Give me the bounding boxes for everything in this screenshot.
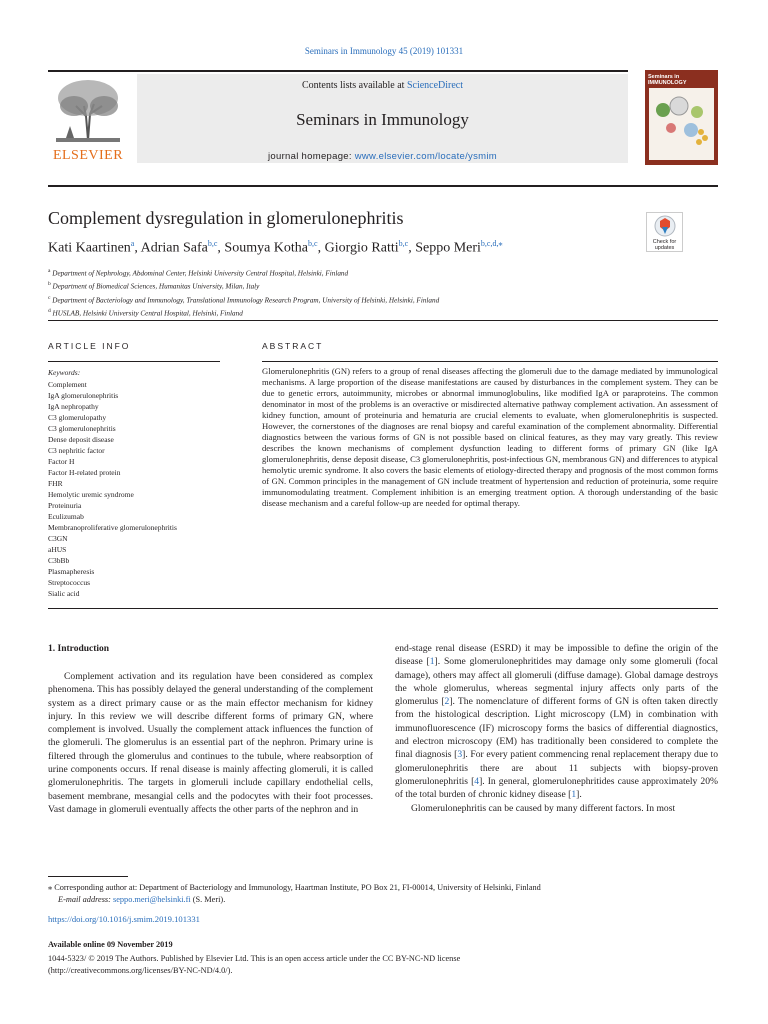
- keyword-item: Eculizumab: [48, 512, 84, 521]
- email-line: E-mail address: seppo.meri@helsinki.fi (S. Meri).: [58, 894, 226, 904]
- abstract-text: Glomerulonephritis (GN) refers to a group of renal diseases affecting the glomeruli due to the damage mediated by immunological mechanisms. A large proportion of the disease manifestations are caused by disturbances in the complement system. They can be due to genetic errors, autoimmunity, microbes or abnormal immunoglobulins, like modified IgA or paraproteins. The common denominator in most of the problems is an overactive or misdirected alternative pathway complement activation. An assessment of kidney function, amount of proteinuria and hematuria are crucial elements to evaluate, when glomerulonephritis is suspected. However, the cornerstones of the diagnoses are renal biopsy and careful examination of the complement abnormality. Differential diagnostics between the various forms of GN is not possible based on clinical features, as they may vary greatly. This review describes the known mechanisms of complement dysfunction leading to different forms of primary GN (like IgA glomerulonephritis, dense deposit disease, C3 glomerulonephritis, post-infectious GN, membranous GN) and differences to atypical hemolytic uremic syndrome. It also covers the basic elements of etiology-directed therapy and prognosis of the most common forms of GN. Common principles in the management of GN include treatment of hypertension and reduction of proteinuria, some require immunomodulating treatment. Complement inhibition is an emerging treatment option. A thorough understanding of the basic disease mechanism and a careful follow-up are needed for optimal therapy.: [262, 366, 718, 508]
- intro-paragraph-2: Glomerulonephritis can be caused by many different factors. In most: [411, 802, 676, 814]
- author-affiliation-marker[interactable]: b,c: [398, 239, 409, 248]
- author-name[interactable]: Soumya Kotha: [224, 240, 309, 256]
- abstract-heading: ABSTRACT: [262, 341, 324, 351]
- citation-link[interactable]: 3: [457, 749, 463, 761]
- affiliation-marker: c: [48, 294, 51, 301]
- intro-paragraph-1-cont: end-stage renal disease (ESRD) it may be impossible to define the origin of the disease [1]. Some glomerulonephritides may damage only some glomeruli (focal damage), others may affect all glomeruli (diffuse damage). Global damage destroys the whole glomerulus, whereas segmental injury affects only parts of the glomerulus [2]. The nomenclature of different forms of GN is often taken directly from the histological description. Light microscopy (LM) in combination with immunofluorescence (IF) microscopy forms the basics of differential diagnostics, and electron microscopy (EM) has traditionally been considered to complete the final diagnosis [3]. For every patient commencing renal replacement therapy due to glomerulonephritis there are about 11 subjects with biopsy-proven glomerulonephritis [4]. In general, glomerulonephritides cause approximately 20% of the total burden of chronic kidney disease [1].: [395, 643, 718, 801]
- cover-illustration: [649, 88, 714, 160]
- article-info-rule: [48, 361, 220, 362]
- body-column-left: [48, 670, 373, 816]
- affiliation-text: Department of Bacteriology and Immunology, Translational Immunology Research Program, University of Helsinki, Helsinki, Finland: [52, 296, 440, 305]
- keyword-item: IgA nephropathy: [48, 402, 99, 411]
- crossmark-label: Check for updates: [652, 239, 677, 251]
- author-separator: ,: [317, 240, 325, 256]
- keyword-item: C3 glomerulonephritis: [48, 424, 116, 433]
- elsevier-wordmark: ELSEVIER: [52, 148, 124, 163]
- email-link[interactable]: seppo.meri@helsinki.fi: [113, 894, 191, 904]
- keyword-item: aHUS: [48, 545, 67, 554]
- section-divider: [48, 320, 718, 321]
- journal-reference-link[interactable]: Seminars in Immunology 45 (2019) 101331: [304, 46, 464, 56]
- sciencedirect-link[interactable]: ScienceDirect: [406, 80, 464, 91]
- footnote-rule: [48, 876, 128, 877]
- affiliation-item: [48, 266, 439, 279]
- keyword-item: C3 glomerulopathy: [48, 413, 107, 422]
- abstract-rule: [262, 361, 718, 362]
- intro-paragraph-1: Complement activation and its regulation have been considered as complex phenomena. This has possibly delayed the general understanding of the complement system as a direct primary cause or as the main effector mechanism for kidney injury. In this review we will describe different forms of primary GN, where complement is involved. Usually the complement attack influences the function of the glomeruli. The glomerulus is an essential part of the nephron. Primary urine is filtered through the glomerulus and continues to the tubule, where reabsorption of urine components occurs. If renal disease is mainly affecting glomeruli, it is called glomerulonephritis. The targets in glomeruli include capillary endothelial cells, basement membrane, mesangial cells and the podocytes with their foot processes. Vast damage in glomeruli eventually affects the other parts of the nephron and in: [48, 671, 373, 815]
- header-bottom-rule: [48, 185, 718, 187]
- author-affiliation-marker[interactable]: b,c: [207, 239, 218, 248]
- keyword-item: IgA glomerulonephritis: [48, 391, 119, 400]
- affiliation-text: Department of Nephrology, Abdominal Center, Helsinki University Central Hospital, Helsinki, Finland: [52, 269, 349, 278]
- author-affiliation-marker[interactable]: b,c: [308, 239, 318, 248]
- keyword-item: Complement: [48, 380, 87, 389]
- keyword-item: Plasmapheresis: [48, 567, 95, 576]
- journal-homepage-line: journal homepage: www.elsevier.com/locate/ysmim: [268, 151, 497, 162]
- contents-line: Contents lists available at ScienceDirect: [301, 80, 464, 91]
- author-name[interactable]: Giorgio Ratti: [324, 240, 399, 256]
- author-list: [48, 239, 502, 257]
- article-info-heading: ARTICLE INFO: [48, 341, 131, 351]
- available-online: Available online 09 November 2019: [48, 940, 173, 949]
- affiliation-marker: d: [48, 308, 51, 315]
- keyword-item: Streptococcus: [48, 578, 91, 587]
- citation-link[interactable]: 4: [474, 775, 480, 787]
- keyword-item: Factor H-related protein: [48, 468, 121, 477]
- keyword-item: Factor H: [48, 457, 75, 466]
- affiliation-text: HUSLAB, Helsinki University Central Hospital, Helsinki, Finland: [52, 309, 243, 318]
- affiliations: [48, 266, 439, 320]
- author-name[interactable]: Kati Kaartinen: [48, 240, 131, 256]
- author-affiliation-marker[interactable]: b,c,d,⁎: [480, 239, 503, 248]
- corresponding-author-note: [48, 882, 541, 905]
- author-separator: ,: [217, 240, 225, 256]
- body-column-right: [395, 642, 718, 815]
- cover-title: Seminars in IMMUNOLOGY: [648, 74, 687, 86]
- corresponding-author-text: ⁎ Corresponding author at: Department of Bacteriology and Immunology, Haartman Institute, PO Box 21, FI-00014, University of Helsinki, Finland: [48, 883, 541, 892]
- affiliation-item: [48, 306, 439, 319]
- header-rule: [48, 70, 628, 72]
- author-name[interactable]: Adrian Safa: [140, 240, 208, 256]
- citation-link[interactable]: 2: [444, 696, 450, 708]
- introduction-heading: 1. Introduction: [48, 644, 110, 654]
- keyword-item: C3GN: [48, 534, 68, 543]
- affiliation-marker: a: [48, 268, 51, 274]
- keyword-item: FHR: [48, 479, 63, 488]
- crossmark-icon: [654, 215, 676, 237]
- section-divider-2: [48, 608, 718, 609]
- keyword-item: Proteinuria: [48, 501, 82, 510]
- author-name[interactable]: Seppo Meri: [415, 240, 481, 256]
- affiliation-item: [48, 279, 439, 292]
- keyword-item: C3 nephritic factor: [48, 446, 105, 455]
- article-title: Complement dysregulation in glomerulonephritis: [48, 208, 404, 228]
- cover-graphic-icon: [649, 88, 714, 160]
- keyword-item: Dense deposit disease: [48, 435, 114, 444]
- journal-title: Seminars in Immunology: [296, 110, 469, 129]
- affiliation-marker: b: [48, 281, 51, 288]
- doi-link[interactable]: https://doi.org/10.1016/j.smim.2019.101331: [48, 914, 200, 924]
- author-affiliation-marker[interactable]: a: [130, 239, 135, 248]
- keywords-list: [48, 379, 177, 599]
- crossmark-badge[interactable]: [646, 212, 683, 252]
- homepage-link[interactable]: www.elsevier.com/locate/ysmim: [354, 151, 497, 162]
- citation-link[interactable]: 1: [571, 789, 577, 801]
- keywords-label: Keywords:: [48, 368, 81, 377]
- keyword-item: Hemolytic uremic syndrome: [48, 490, 134, 499]
- license-link[interactable]: (http://creativecommons.org/licenses/BY-NC-ND/4.0/).: [48, 965, 233, 975]
- citation-link[interactable]: 1: [429, 656, 435, 668]
- keyword-item: C3bBb: [48, 556, 70, 565]
- author-separator: ,: [134, 240, 141, 256]
- keyword-item: Membranoproliferative glomerulonephritis: [48, 523, 177, 532]
- author-separator: ,: [408, 240, 416, 256]
- keyword-item: Sialic acid: [48, 589, 80, 598]
- affiliation-text: Department of Biomedical Sciences, Humanitas University, Milan, Italy: [52, 282, 260, 291]
- affiliation-item: [48, 293, 439, 306]
- copyright-notice: 1044-5323/ © 2019 The Authors. Published by Elsevier Ltd. This is an open access article under the CC BY-NC-ND license (http://creativecommons.org/licenses/BY-NC-ND/4.0/).: [48, 954, 461, 975]
